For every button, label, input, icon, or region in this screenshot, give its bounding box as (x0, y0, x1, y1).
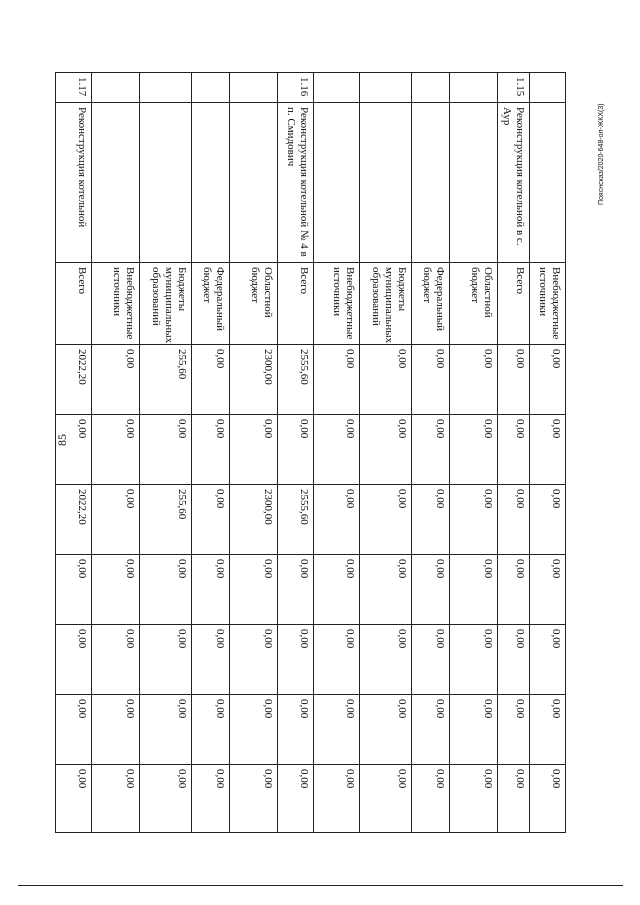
row-number-cell (411, 73, 449, 103)
value-cell: 0,00 (530, 345, 566, 415)
value-cell: 0,00 (313, 765, 359, 833)
value-cell: 2022,20 (55, 345, 91, 415)
value-cell: 0,00 (229, 415, 277, 485)
event-name-cell (191, 103, 229, 263)
funding-source-cell: Внебюджетные источники (530, 263, 566, 345)
value-cell: 255,60 (139, 485, 191, 555)
table-row (497, 73, 529, 833)
value-cell: 0,00 (411, 555, 449, 625)
funding-source-cell: Внебюджетные источники (313, 263, 359, 345)
table-row (449, 73, 497, 833)
value-cell: 0,00 (139, 765, 191, 833)
value-cell: 0,00 (191, 695, 229, 765)
event-name-cell: Реконструкция котельной (55, 103, 91, 263)
funding-source-cell: Всего (497, 263, 529, 345)
row-number-cell (530, 73, 566, 103)
value-cell: 0,00 (449, 695, 497, 765)
value-cell: 0,00 (91, 555, 139, 625)
value-cell: 0,00 (229, 765, 277, 833)
funding-source-cell: Бюджеты муниципальных образований (359, 263, 411, 345)
value-cell: 0,00 (55, 555, 91, 625)
value-cell: 0,00 (91, 765, 139, 833)
table-row (55, 73, 91, 833)
value-cell: 0,00 (497, 625, 529, 695)
value-cell: 0,00 (497, 485, 529, 555)
value-cell: 0,00 (411, 695, 449, 765)
value-cell: 0,00 (277, 695, 313, 765)
value-cell: 0,00 (55, 765, 91, 833)
value-cell: 0,00 (91, 485, 139, 555)
value-cell: 0,00 (530, 625, 566, 695)
value-cell: 0,00 (359, 625, 411, 695)
event-name-cell: Реконструкция котельной в с. Аур (497, 103, 529, 263)
value-cell: 0,00 (497, 555, 529, 625)
value-cell: 0,00 (359, 695, 411, 765)
table-row (91, 73, 139, 833)
event-name-cell (313, 103, 359, 263)
value-cell: 0,00 (449, 485, 497, 555)
value-cell: 0,00 (359, 345, 411, 415)
value-cell: 0,00 (229, 695, 277, 765)
value-cell: 0,00 (139, 695, 191, 765)
table-body (55, 73, 565, 833)
value-cell: 0,00 (55, 695, 91, 765)
value-cell: 0,00 (191, 485, 229, 555)
value-cell: 0,00 (229, 625, 277, 695)
funding-source-cell: Внебюджетные источники (91, 263, 139, 345)
row-number-cell (191, 73, 229, 103)
bottom-rule (18, 885, 623, 886)
value-cell: 0,00 (139, 625, 191, 695)
value-cell: 2300,00 (229, 345, 277, 415)
value-cell: 0,00 (277, 765, 313, 833)
value-cell: 0,00 (277, 555, 313, 625)
row-number-cell (449, 73, 497, 103)
value-cell: 0,00 (91, 415, 139, 485)
value-cell: 2300,00 (229, 485, 277, 555)
value-cell: 0,00 (359, 485, 411, 555)
value-cell: 0,00 (191, 625, 229, 695)
event-name-cell: Реконструкция котельной № 4 в п. Смидович (277, 103, 313, 263)
value-cell: 0,00 (139, 555, 191, 625)
value-cell: 0,00 (449, 625, 497, 695)
value-cell: 0,00 (449, 345, 497, 415)
funding-source-cell: Всего (277, 263, 313, 345)
footer-code: Пояснсказ/2020-648-ол-ЖКХ(3) (598, 103, 605, 205)
table-row (191, 73, 229, 833)
row-number-cell (91, 73, 139, 103)
event-name-cell (229, 103, 277, 263)
value-cell: 0,00 (411, 485, 449, 555)
value-cell: 0,00 (313, 555, 359, 625)
rotated-table-wrapper (75, 72, 566, 832)
row-number-cell (359, 73, 411, 103)
funding-source-cell: Бюджеты муниципальных образований (139, 263, 191, 345)
value-cell: 0,00 (191, 555, 229, 625)
value-cell: 0,00 (449, 555, 497, 625)
value-cell: 0,00 (359, 765, 411, 833)
table-row (229, 73, 277, 833)
table-row (277, 73, 313, 833)
value-cell: 0,00 (191, 345, 229, 415)
table-row (359, 73, 411, 833)
value-cell: 0,00 (530, 765, 566, 833)
funding-source-cell: Областной бюджет (449, 263, 497, 345)
value-cell: 0,00 (277, 625, 313, 695)
event-name-cell (139, 103, 191, 263)
value-cell: 0,00 (139, 415, 191, 485)
value-cell: 0,00 (313, 485, 359, 555)
value-cell: 0,00 (313, 345, 359, 415)
value-cell: 0,00 (411, 345, 449, 415)
value-cell: 0,00 (411, 765, 449, 833)
value-cell: 2555,60 (277, 485, 313, 555)
value-cell: 0,00 (530, 415, 566, 485)
event-name-cell (91, 103, 139, 263)
value-cell: 0,00 (530, 695, 566, 765)
funding-source-cell: Федеральный бюджет (411, 263, 449, 345)
value-cell: 0,00 (313, 625, 359, 695)
event-name-cell (449, 103, 497, 263)
value-cell: 0,00 (449, 415, 497, 485)
event-name-cell (359, 103, 411, 263)
value-cell: 0,00 (359, 555, 411, 625)
table-row (139, 73, 191, 833)
value-cell: 0,00 (497, 695, 529, 765)
table-row (530, 73, 566, 833)
value-cell: 0,00 (497, 345, 529, 415)
row-number-cell: 1.16 (277, 73, 313, 103)
value-cell: 0,00 (55, 415, 91, 485)
row-number-cell: 1.15 (497, 73, 529, 103)
event-name-cell (530, 103, 566, 263)
page-number: 85 (55, 434, 69, 446)
value-cell: 0,00 (359, 415, 411, 485)
value-cell: 0,00 (530, 485, 566, 555)
table-row (313, 73, 359, 833)
value-cell: 2022,20 (55, 485, 91, 555)
value-cell: 0,00 (411, 625, 449, 695)
table-row (411, 73, 449, 833)
value-cell: 0,00 (530, 555, 566, 625)
funding-source-cell: Всего (55, 263, 91, 345)
value-cell: 0,00 (497, 765, 529, 833)
event-name-cell (411, 103, 449, 263)
value-cell: 0,00 (191, 765, 229, 833)
value-cell: 0,00 (191, 415, 229, 485)
funding-source-cell: Федеральный бюджет (191, 263, 229, 345)
row-number-cell: 1.17 (55, 73, 91, 103)
value-cell: 0,00 (449, 765, 497, 833)
row-number-cell (139, 73, 191, 103)
value-cell: 0,00 (91, 625, 139, 695)
value-cell: 0,00 (91, 695, 139, 765)
value-cell: 255,60 (139, 345, 191, 415)
value-cell: 0,00 (313, 415, 359, 485)
value-cell: 0,00 (91, 345, 139, 415)
value-cell: 0,00 (411, 415, 449, 485)
row-number-cell (229, 73, 277, 103)
value-cell: 0,00 (313, 695, 359, 765)
row-number-cell (313, 73, 359, 103)
value-cell: 0,00 (55, 625, 91, 695)
value-cell: 0,00 (277, 415, 313, 485)
funding-source-cell: Областной бюджет (229, 263, 277, 345)
value-cell: 0,00 (497, 415, 529, 485)
budget-table (55, 72, 566, 833)
value-cell: 0,00 (229, 555, 277, 625)
value-cell: 2555,60 (277, 345, 313, 415)
